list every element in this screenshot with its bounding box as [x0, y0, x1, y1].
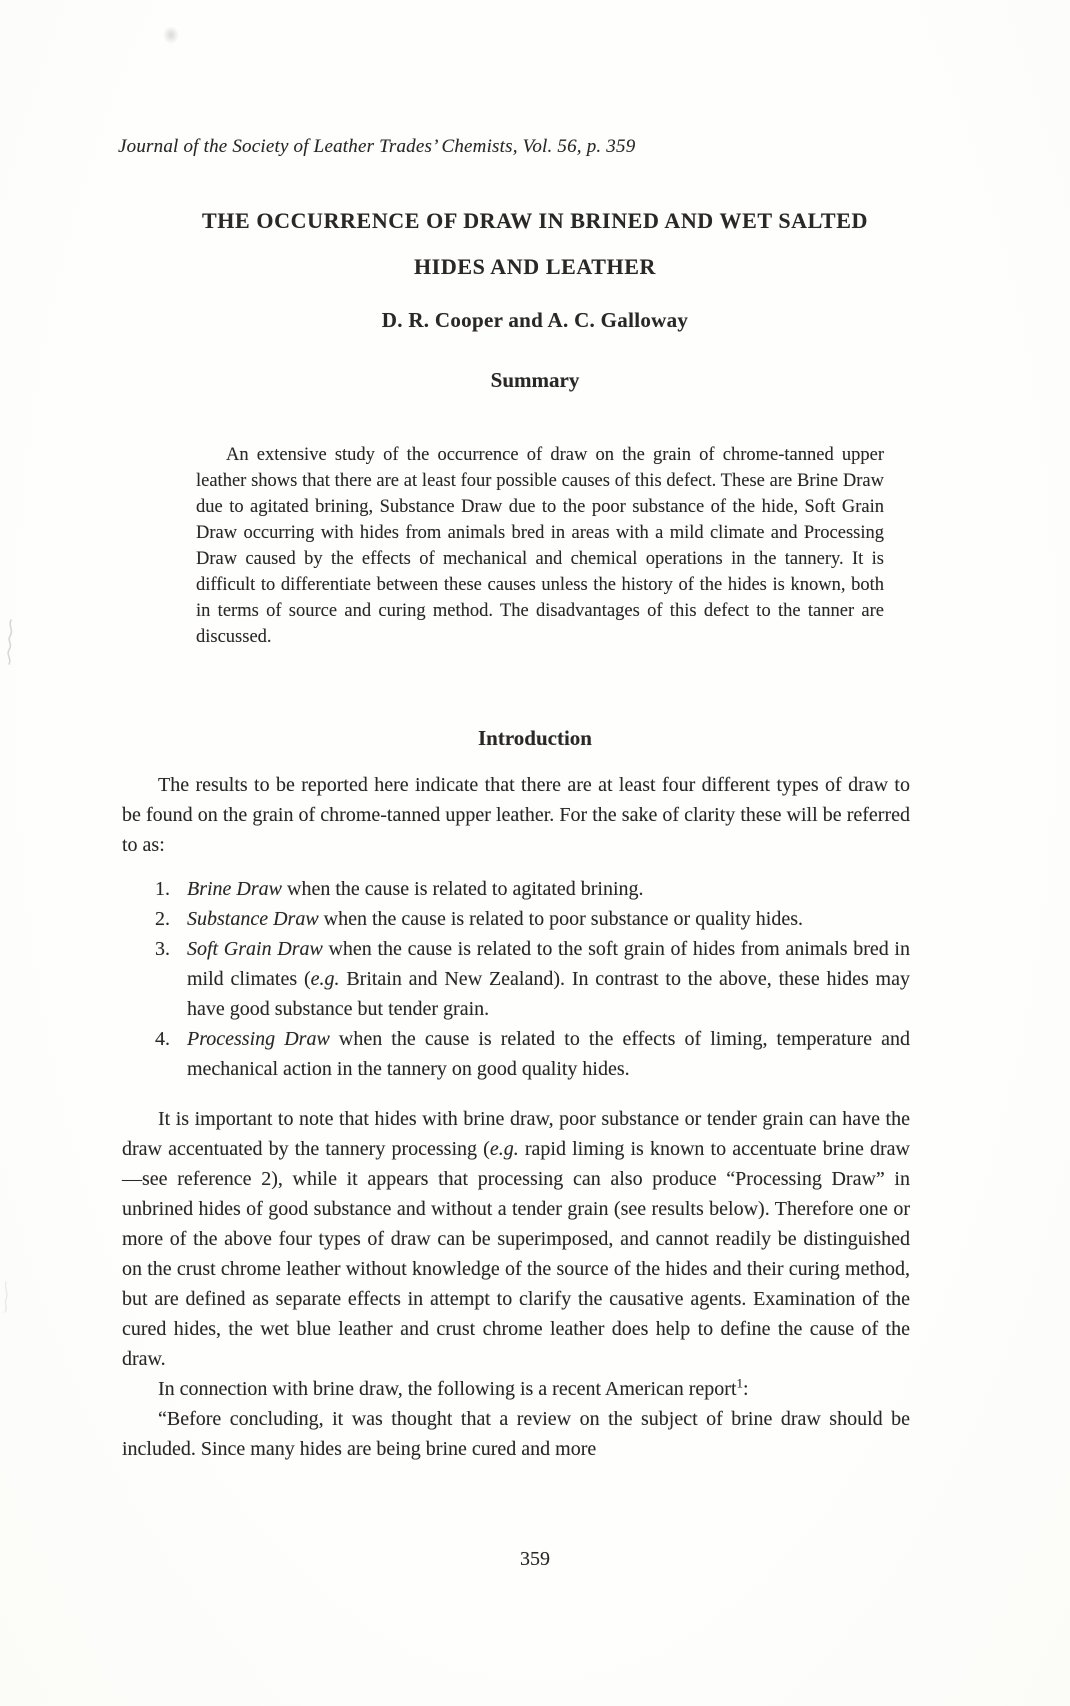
main-text-column: [122, 770, 910, 1464]
paragraph-importance: It is important to note that hides with brine draw, poor substance or tender grain can have the draw accentuated by the tannery processing (e.g. rapid liming is known to accentuate brine draw—see reference 2), while it appears that processing can also produce “Processing Draw” in unbrined hides of good substance and without a tender grain (see results below). Therefore one or more of the above four types of draw can be superimposed, and cannot readily be distinguished on the crust chrome leather without knowledge of the source of the hides and their curing method, but are defined as separate effects in attempt to clarify the causative agents. Examination of the cured hides, the wet blue leather and crust chrome leather does help to define the cause of the draw.: [122, 1108, 910, 1370]
list-item-text: Processing Draw when the cause is related to the effects of liming, temperature and mechanical action in the tannery on good quality hides.: [187, 1028, 911, 1080]
list-item-text: Soft Grain Draw when the cause is related to the soft grain of hides from animals bred in mild climates (e.g. Britain and New Zealand). In contrast to the above, these hides may have good substance but tender grain.: [187, 938, 910, 1020]
list-item-number: 3.: [155, 938, 170, 960]
list-item: [155, 874, 910, 904]
page-number: 359: [520, 1548, 550, 1570]
list-item-text: Brine Draw when the cause is related to agitated brining.: [187, 878, 644, 900]
summary-heading: Summary: [490, 368, 580, 392]
article-title-line2: HIDES AND LEATHER: [413, 254, 657, 279]
list-item: [155, 934, 910, 1024]
journal-citation: Journal of the Society of Leather Trades’ Chemists, Vol. 56, p. 359: [118, 136, 636, 157]
scan-smudge-artifact: [163, 26, 179, 44]
summary-body: An extensive study of the occurrence of draw on the grain of chrome-tanned upper leather shows that there are at least four possible causes of this defect. These are Brine Draw due to agitated brining, Substance Draw due to the poor substance of the hide, Soft Grain Draw occurring with hides from animals bred in areas with a mild climate and Processing Draw caused by the effects of mechanical and chemical operations in the tannery. It is difficult to differentiate between these causes unless the history of the hides is known, both in terms of source and curing method. The disadvantages of this defect to the tanner are discussed.: [196, 445, 884, 647]
paragraph-american-report: In connection with brine draw, the following is a recent American report$^1$:: [158, 1375, 749, 1400]
introduction-lead-paragraph: The results to be reported here indicate that there are at least four different types of draw to be found on the grain of chrome-tanned upper leather. For the sake of clarity these will be referred to as:: [122, 774, 910, 856]
introduction-heading: Introduction: [478, 726, 592, 750]
article-title-line1: THE OCCURRENCE OF DRAW IN BRINED AND WET SALTED: [202, 208, 868, 233]
draw-type-list: [155, 874, 910, 1084]
list-item: [155, 904, 910, 934]
list-item-number: 2.: [155, 908, 170, 930]
list-item-number: 4.: [155, 1028, 170, 1050]
list-item-number: 1.: [155, 878, 170, 900]
margin-mark-artifact: [2, 618, 20, 666]
authors-line: D. R. Cooper and A. C. Galloway: [381, 308, 689, 332]
margin-mark-artifact: [0, 1280, 14, 1314]
paragraph-quote: “Before concluding, it was thought that a review on the subject of brine draw should be included. Since many hides are being brine cured and more: [122, 1408, 910, 1460]
list-item: [155, 1024, 910, 1084]
list-item-text: Substance Draw when the cause is related to poor substance or quality hides.: [187, 908, 803, 930]
